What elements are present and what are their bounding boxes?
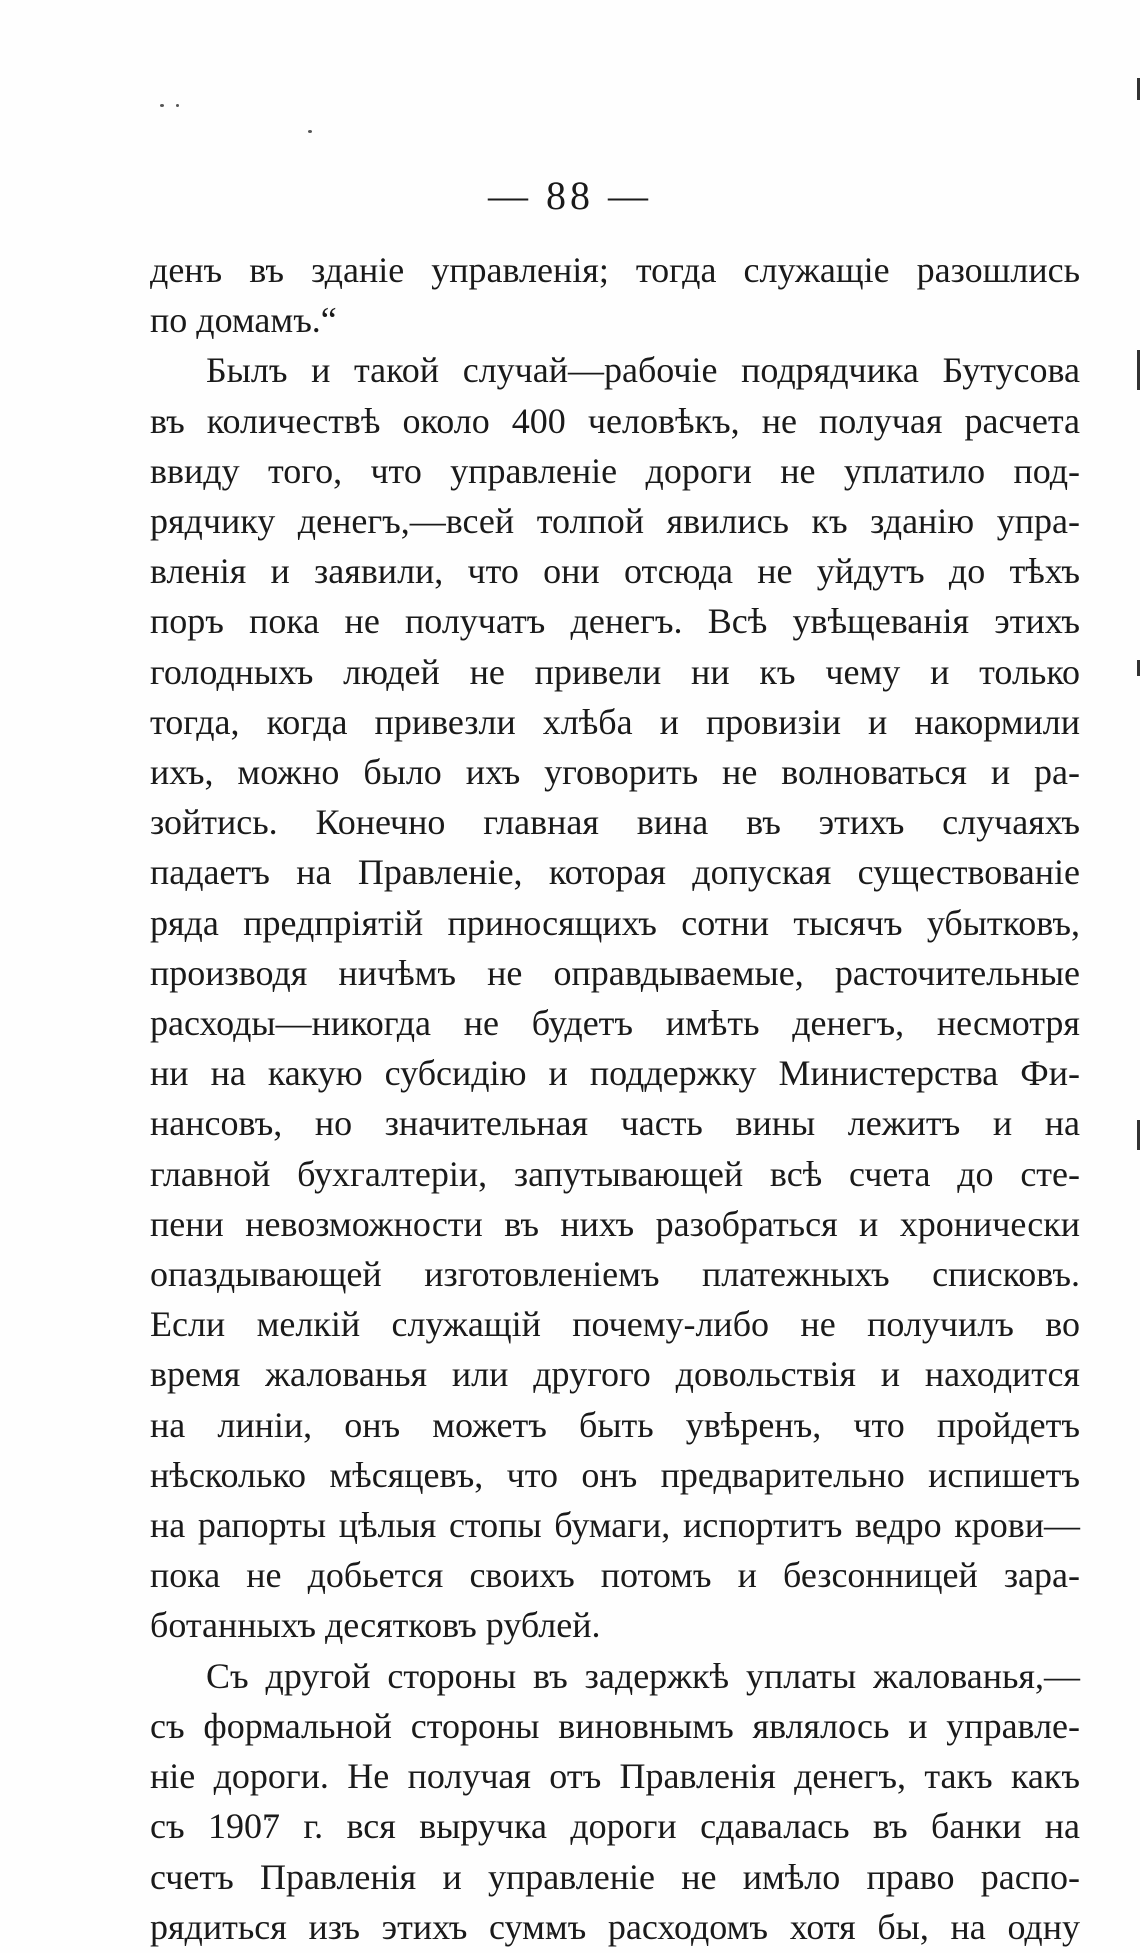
- text-line: расходы—никогда не будетъ имѣть денегъ, несмотря: [150, 1003, 1080, 1044]
- text-line: ввиду того, что управленіе дороги не уплатило под-: [150, 450, 1080, 491]
- text-line: голодныхъ людей не привели ни къ чему и только: [150, 651, 1080, 692]
- text-line: главной бухгалтеріи, запутывающей всѣ счета до сте-: [150, 1153, 1080, 1194]
- scan-speck: [160, 104, 164, 107]
- text-line: Былъ и такой случай—рабочіе подрядчика Бутусова: [206, 350, 1080, 391]
- scan-speck: [176, 104, 179, 107]
- text-line: вленія и заявили, что они отсюда не уйдутъ до тѣхъ: [150, 551, 1080, 592]
- text-line: поръ пока не получатъ денегъ. Всѣ увѣщеванія этихъ: [150, 601, 1080, 642]
- text-line: ніе дороги. Не получая отъ Правленія денегъ, такъ какъ: [150, 1756, 1080, 1797]
- text-line: тогда, когда привезли хлѣба и провизіи и накормили: [150, 701, 1080, 742]
- text-line: съ формальной стороны виновнымъ являлось и управле-: [150, 1705, 1080, 1746]
- text-line: ихъ, можно было ихъ уговорить не волноваться и ра-: [150, 752, 1080, 793]
- page-number: — 88 —: [488, 173, 652, 218]
- text-line: пока не добьется своихъ потомъ и безсонницей зара-: [150, 1555, 1080, 1596]
- text-line: Если мелкій служащій почему-либо не получилъ во: [150, 1304, 1080, 1345]
- text-line: пени невозможности въ нихъ разобраться и хронически: [150, 1203, 1080, 1244]
- text-line: нѣсколько мѣсяцевъ, что онъ предварительно испишетъ: [150, 1454, 1080, 1495]
- text-line: падаетъ на Правленіе, которая допуская существованіе: [150, 852, 1080, 893]
- text-line: денъ въ зданіе управленія; тогда служащіе разошлись: [150, 250, 1080, 290]
- text-line: ботанныхъ десятковъ рублей.: [150, 1605, 601, 1646]
- scan-speck: [308, 130, 312, 133]
- text-line: ряда предпріятій приносящихъ сотни тысячъ убытковъ,: [150, 902, 1080, 943]
- text-line: рядиться изъ этихъ суммъ расходомъ хотя бы, на одну: [150, 1906, 1080, 1947]
- text-line: въ количествѣ около 400 человѣкъ, не получая расчета: [150, 400, 1080, 441]
- text-line: производя ничѣмъ не оправдываемые, расточительные: [150, 952, 1080, 993]
- text-line: ни на какую субсидію и поддержку Министерства Фи-: [150, 1053, 1080, 1094]
- text-line: съ 1907 г. вся выручка дороги сдавалась въ банки на: [150, 1806, 1080, 1847]
- text-line: нансовъ, но значительная часть вины лежитъ и на: [150, 1103, 1080, 1144]
- text-line: Съ другой стороны въ задержкѣ уплаты жалованья,—: [206, 1655, 1080, 1696]
- text-line: опаздывающей изготовленіемъ платежныхъ списковъ.: [150, 1254, 1080, 1295]
- text-line: счетъ Правленія и управленіе не имѣло право распо-: [150, 1856, 1080, 1897]
- body-text: [150, 245, 1080, 1952]
- text-line: на рапорты цѣлыя стопы бумаги, испортитъ ведро крови—: [150, 1505, 1080, 1546]
- text-line: на линіи, онъ можетъ быть увѣренъ, что пройдетъ: [150, 1404, 1080, 1445]
- text-line: рядчику денегъ,—всей толпой явились къ зданію упра-: [150, 501, 1080, 542]
- text-line: зойтись. Конечно главная вина въ этихъ случаяхъ: [150, 802, 1080, 843]
- text-line: время жалованья или другого довольствія и находится: [150, 1354, 1080, 1395]
- text-line: по домамъ.“: [150, 300, 337, 341]
